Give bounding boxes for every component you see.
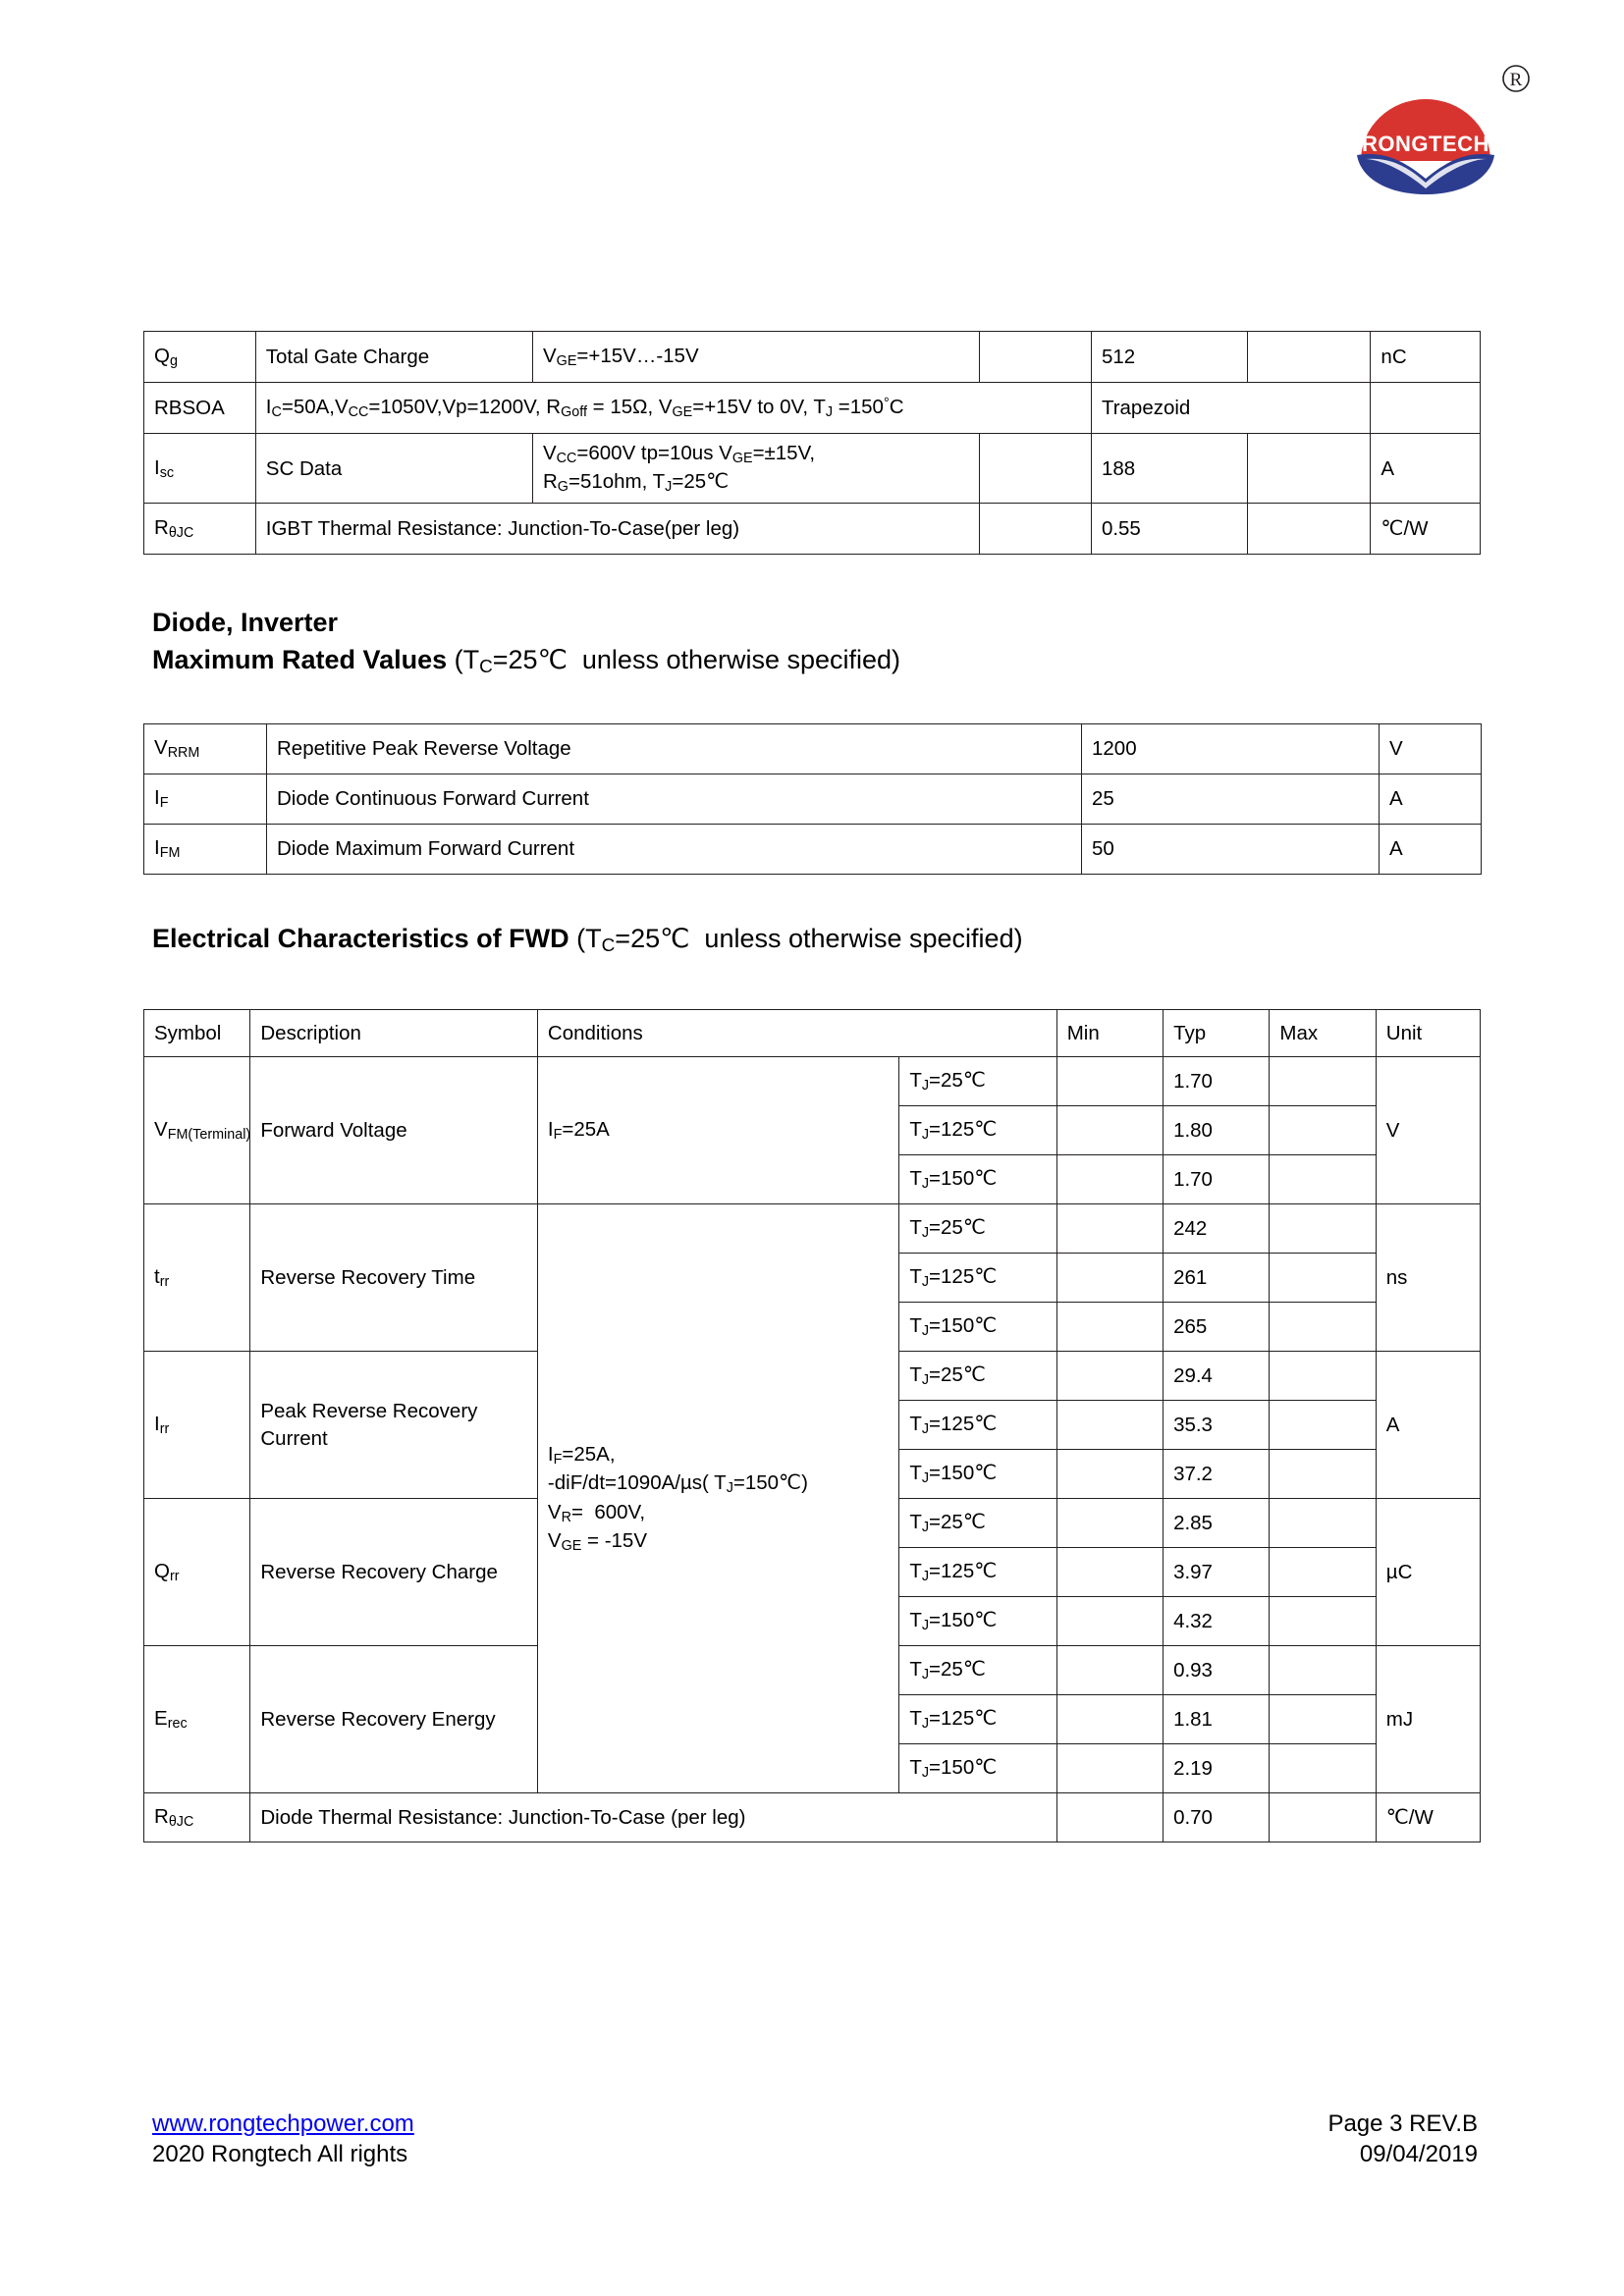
cell-temperature: $T_J=125℃$ xyxy=(899,1695,1056,1744)
cell-min xyxy=(1056,1057,1163,1106)
rongtech-logo-icon xyxy=(1343,57,1540,194)
cell-max xyxy=(1270,1548,1376,1597)
cell-description: Repetitive Peak Reverse Voltage xyxy=(267,724,1082,774)
cell-typ: 2.85 xyxy=(1164,1499,1270,1548)
cell-temperature: $T_J=25℃$ xyxy=(899,1204,1056,1254)
cell-typ: 261 xyxy=(1164,1254,1270,1303)
table-row xyxy=(144,1057,1481,1106)
cell-typ: 0.55 xyxy=(1091,504,1247,555)
cell-max xyxy=(1248,332,1371,383)
cell-max xyxy=(1270,1499,1376,1548)
fwd-electrical-characteristics-table xyxy=(143,1009,1481,1842)
cell-symbol: $V_{RRM}$ xyxy=(144,724,267,774)
cell-temperature: $T_J=25℃$ xyxy=(899,1057,1056,1106)
table-row xyxy=(144,1204,1481,1254)
cell-conditions: $V_{GE}=+15V\dots-15V$ xyxy=(532,332,979,383)
cell-unit: ns xyxy=(1376,1204,1480,1352)
cell-description: $I_C=50A,V_{CC}=1050V,Vp=1200V$, $R_{Goff} = 15\Omega$, $V_{GE}=+15V$ to 0V, $T_J =150^\circ C$ xyxy=(255,383,1091,434)
cell-symbol: $I_F$ xyxy=(144,774,267,825)
cell-min xyxy=(980,504,1092,555)
cell-unit: A xyxy=(1371,434,1481,504)
cell-max xyxy=(1270,1352,1376,1401)
table-row xyxy=(144,504,1481,555)
cell-min xyxy=(1056,1303,1163,1352)
cell-typ: 1.81 xyxy=(1164,1695,1270,1744)
cell-temperature: $T_J=125℃$ xyxy=(899,1401,1056,1450)
cell-min xyxy=(1056,1155,1163,1204)
company-logo xyxy=(1343,57,1540,194)
table-header-row xyxy=(144,1010,1481,1057)
cell-temperature: $T_J=150℃$ xyxy=(899,1155,1056,1204)
cell-max xyxy=(1270,1401,1376,1450)
cell-max xyxy=(1270,1793,1376,1842)
column-header-symbol: Symbol xyxy=(144,1010,250,1057)
cell-symbol: $I_{sc}$ xyxy=(144,434,256,504)
table-row xyxy=(144,825,1482,875)
cell-min xyxy=(980,434,1092,504)
cell-max xyxy=(1270,1450,1376,1499)
cell-temperature: $T_J=25℃$ xyxy=(899,1352,1056,1401)
cell-unit: µC xyxy=(1376,1499,1480,1646)
cell-max xyxy=(1270,1695,1376,1744)
cell-typ: 2.19 xyxy=(1164,1744,1270,1793)
table-row xyxy=(144,724,1482,774)
cell-unit: V xyxy=(1380,724,1482,774)
cell-unit: A xyxy=(1376,1352,1480,1499)
cell-temperature: $T_J=125℃$ xyxy=(899,1106,1056,1155)
cell-min xyxy=(1056,1254,1163,1303)
cell-max xyxy=(1270,1646,1376,1695)
table-row xyxy=(144,774,1482,825)
cell-value: 1200 xyxy=(1082,724,1380,774)
column-header-min: Min xyxy=(1056,1010,1163,1057)
section-heading-diode xyxy=(152,604,900,681)
cell-symbol: $I_{FM}$ xyxy=(144,825,267,875)
cell-description: Total Gate Charge xyxy=(255,332,532,383)
footer-date: 09/04/2019 xyxy=(1359,2141,1478,2168)
cell-typ: 512 xyxy=(1091,332,1247,383)
cell-temperature: $T_J=150℃$ xyxy=(899,1450,1056,1499)
cell-max xyxy=(1270,1155,1376,1204)
cell-description: Diode Continuous Forward Current xyxy=(267,774,1082,825)
cell-description: IGBT Thermal Resistance: Junction-To-Case(per leg) xyxy=(255,504,979,555)
cell-max xyxy=(1270,1204,1376,1254)
cell-typ: 265 xyxy=(1164,1303,1270,1352)
cell-typ: 1.70 xyxy=(1164,1155,1270,1204)
cell-description: Reverse Recovery Time xyxy=(250,1204,538,1352)
cell-min xyxy=(1056,1548,1163,1597)
cell-min xyxy=(1056,1450,1163,1499)
cell-min xyxy=(1056,1106,1163,1155)
cell-typ: 37.2 xyxy=(1164,1450,1270,1499)
cell-symbol: $Q_g$ xyxy=(144,332,256,383)
cell-typ: 29.4 xyxy=(1164,1352,1270,1401)
cell-unit: nC xyxy=(1371,332,1481,383)
cell-min xyxy=(1056,1204,1163,1254)
cell-typ: 3.97 xyxy=(1164,1548,1270,1597)
table-row xyxy=(144,383,1481,434)
table-row xyxy=(144,434,1481,504)
cell-typ: 35.3 xyxy=(1164,1401,1270,1450)
cell-description: Diode Thermal Resistance: Junction-To-Case (per leg) xyxy=(250,1793,1056,1842)
cell-temperature: $T_J=150℃$ xyxy=(899,1597,1056,1646)
cell-symbol: $E_{rec}$ xyxy=(144,1646,250,1793)
cell-symbol: $V_{FM(Terminal)}$ xyxy=(144,1057,250,1204)
cell-description: Peak Reverse Recovery Current xyxy=(250,1352,538,1499)
column-header-max: Max xyxy=(1270,1010,1376,1057)
heading-line-maximum-rated-values: Maximum Rated Values ($T_C=25℃$ unless otherwise specified) xyxy=(152,645,901,678)
cell-typ: 242 xyxy=(1164,1204,1270,1254)
logo-wordmark: RONGTECH xyxy=(1362,132,1489,156)
cell-symbol: $I_{rr}$ xyxy=(144,1352,250,1499)
cell-unit: ℃/W xyxy=(1371,504,1481,555)
cell-unit: A xyxy=(1380,774,1482,825)
cell-merged-value: Trapezoid xyxy=(1091,383,1370,434)
column-header-conditions: Conditions xyxy=(537,1010,1056,1057)
table-row xyxy=(144,332,1481,383)
cell-conditions: $I_F=25A$ xyxy=(537,1057,898,1204)
cell-temperature: $T_J=125℃$ xyxy=(899,1548,1056,1597)
cell-temperature: $T_J=25℃$ xyxy=(899,1499,1056,1548)
cell-temperature: $T_J=25℃$ xyxy=(899,1646,1056,1695)
cell-typ: 1.80 xyxy=(1164,1106,1270,1155)
column-header-description: Description xyxy=(250,1010,538,1057)
cell-conditions: $V_{CC}=600V$ tp=10us $V_{GE}=\pm 15V$, $R_G=51ohm$, $T_J=25℃$ xyxy=(532,434,979,504)
cell-min xyxy=(1056,1352,1163,1401)
cell-min xyxy=(1056,1597,1163,1646)
cell-min xyxy=(1056,1401,1163,1450)
cell-value: 50 xyxy=(1082,825,1380,875)
cell-typ: 0.70 xyxy=(1164,1793,1270,1842)
cell-min xyxy=(1056,1695,1163,1744)
cell-symbol: $Q_{rr}$ xyxy=(144,1499,250,1646)
footer-page-revision: Page 3 REV.B xyxy=(1327,2110,1478,2137)
section-heading-fwd: Electrical Characteristics of FWD ($T_C=25℃$ unless otherwise specified) xyxy=(152,924,1023,957)
cell-temperature: $T_J=150℃$ xyxy=(899,1303,1056,1352)
cell-typ: 1.70 xyxy=(1164,1057,1270,1106)
cell-min xyxy=(980,332,1092,383)
footer-website-link[interactable]: www.rongtechpower.com xyxy=(152,2110,414,2137)
column-header-unit: Unit xyxy=(1376,1010,1480,1057)
cell-max xyxy=(1270,1057,1376,1106)
cell-description: Diode Maximum Forward Current xyxy=(267,825,1082,875)
cell-symbol: RBSOA xyxy=(144,383,256,434)
registered-trademark-icon xyxy=(1503,66,1529,91)
cell-description: Reverse Recovery Energy xyxy=(250,1646,538,1793)
cell-max xyxy=(1270,1597,1376,1646)
cell-max xyxy=(1270,1744,1376,1793)
cell-description: Reverse Recovery Charge xyxy=(250,1499,538,1646)
cell-symbol: $t_{rr}$ xyxy=(144,1204,250,1352)
cell-unit: V xyxy=(1376,1057,1480,1204)
cell-max xyxy=(1270,1254,1376,1303)
cell-symbol: $R_{\theta JC}$ xyxy=(144,1793,250,1842)
cell-description: Forward Voltage xyxy=(250,1057,538,1204)
cell-max xyxy=(1270,1303,1376,1352)
cell-unit: mJ xyxy=(1376,1646,1480,1793)
cell-max xyxy=(1248,504,1371,555)
cell-shared-conditions: $I_F=25A$, -diF/dt=1090A/µs( $T_J=150℃$) $V_R= 600V$, $V_{GE} = -15V$ xyxy=(537,1204,898,1793)
footer-copyright: 2020 Rongtech All rights xyxy=(152,2141,408,2168)
cell-typ: 0.93 xyxy=(1164,1646,1270,1695)
column-header-typ: Typ xyxy=(1164,1010,1270,1057)
cell-value: 25 xyxy=(1082,774,1380,825)
cell-min xyxy=(1056,1646,1163,1695)
page-footer xyxy=(152,2109,1478,2169)
cell-max xyxy=(1248,434,1371,504)
igbt-characteristics-table xyxy=(143,331,1481,555)
cell-unit: ℃/W xyxy=(1376,1793,1480,1842)
table-row xyxy=(144,1793,1481,1842)
cell-min xyxy=(1056,1499,1163,1548)
svg-text:R: R xyxy=(1509,70,1523,90)
cell-unit xyxy=(1371,383,1481,434)
cell-min xyxy=(1056,1744,1163,1793)
cell-typ: 188 xyxy=(1091,434,1247,504)
cell-symbol: $R_{\theta JC}$ xyxy=(144,504,256,555)
cell-temperature: $T_J=150℃$ xyxy=(899,1744,1056,1793)
heading-line-diode-inverter: Diode, Inverter xyxy=(152,608,339,637)
cell-max xyxy=(1270,1106,1376,1155)
diode-maximum-rated-values-table xyxy=(143,723,1482,875)
cell-typ: 4.32 xyxy=(1164,1597,1270,1646)
cell-min xyxy=(1056,1793,1163,1842)
cell-description: SC Data xyxy=(255,434,532,504)
cell-temperature: $T_J=125℃$ xyxy=(899,1254,1056,1303)
cell-unit: A xyxy=(1380,825,1482,875)
